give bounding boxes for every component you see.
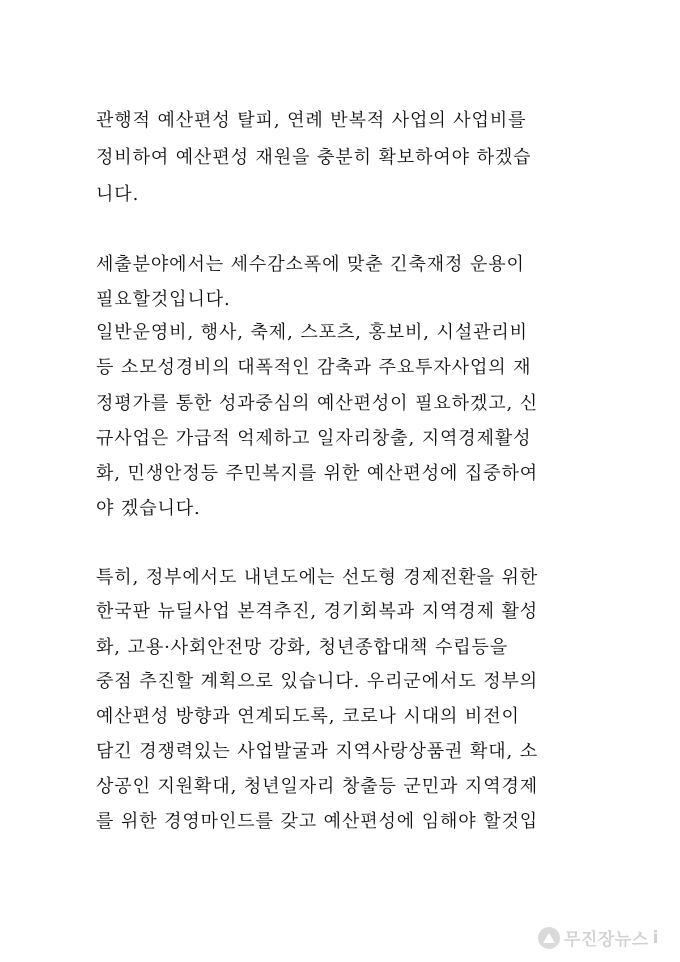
body-line: 등 소모성경비의 대폭적인 감축과 주요투자사업의 재 bbox=[96, 357, 532, 378]
body-line: 담긴 경쟁력있는 사업발굴과 지역사랑상품권 확대, 소 bbox=[96, 741, 539, 762]
body-line: 필요할것입니다. bbox=[96, 289, 231, 310]
body-line: 규사업은 가급적 억제하고 일자리창출, 지역경제활성 bbox=[96, 428, 532, 449]
body-line: 화, 고용·사회안전망 강화, 청년종합대책 수립등을 bbox=[96, 637, 509, 658]
body-line: 정평가를 통한 성과중심의 예산편성이 필요하겠고, 신 bbox=[96, 393, 539, 414]
mountain-logo-icon bbox=[538, 927, 560, 949]
body-line: 세출분야에서는 세수감소폭에 맞춘 긴축재정 운용이 bbox=[96, 254, 525, 275]
body-line: 특히, 정부에서도 내년도에는 선도형 경제전환을 위한 bbox=[96, 567, 539, 588]
body-line: 중점 추진할 계획으로 있습니다. 우리군에서도 정부의 bbox=[96, 671, 539, 692]
watermark-suffix: i bbox=[652, 927, 659, 948]
body-line: 관행적 예산편성 탈피, 연례 반복적 사업의 사업비를 bbox=[96, 110, 527, 131]
watermark bbox=[538, 925, 659, 950]
body-line: 일반운영비, 행사, 축제, 스포츠, 홍보비, 시설관리비 bbox=[96, 322, 528, 343]
body-line: 정비하여 예산편성 재원을 충분히 확보하여야 하겠습 bbox=[96, 147, 532, 168]
body-line: 니다. bbox=[96, 184, 140, 205]
body-line: 야 겠습니다. bbox=[96, 498, 201, 519]
body-line: 한국판 뉴딜사업 본격추진, 경기회복과 지역경제 활성 bbox=[96, 601, 539, 622]
body-line: 를 위한 경영마인드를 갖고 예산편성에 임해야 할것입 bbox=[96, 811, 539, 832]
watermark-text: 무진장뉴스 bbox=[564, 930, 649, 950]
body-line: 예산편성 방향과 연계되도록, 코로나 시대의 비전이 bbox=[96, 706, 520, 727]
body-line: 화, 민생안정등 주민복지를 위한 예산편성에 집중하여 bbox=[96, 463, 539, 484]
body-line: 상공인 지원확대, 청년일자리 창출등 군민과 지역경제 bbox=[96, 776, 539, 797]
